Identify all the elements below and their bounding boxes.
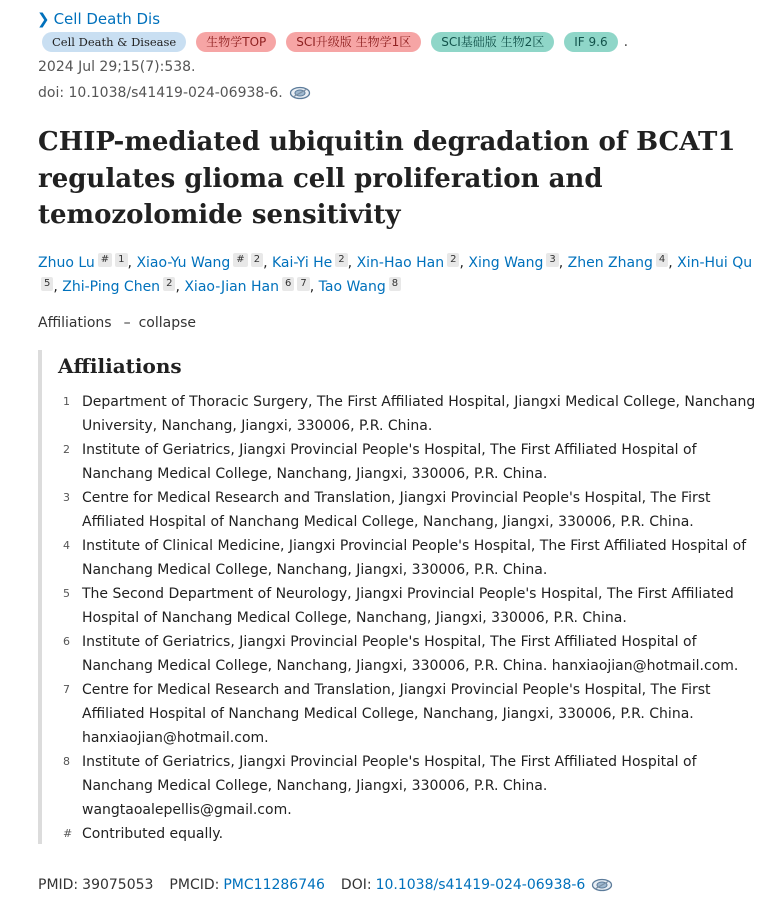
affiliation-item bbox=[58, 822, 758, 846]
affiliation-text: Institute of Clinical Medicine, Jiangxi Provincial People's Hospital, The First Affiliated Hospital of Nanchang Medical College, Nanchang, Jiangxi, 330006, P.R. China. bbox=[82, 538, 747, 578]
author-name[interactable]: Zhen Zhang bbox=[567, 255, 653, 271]
author-sup[interactable]: 1 bbox=[115, 253, 127, 267]
affiliation-number: 4 bbox=[63, 539, 70, 552]
author-10[interactable] bbox=[319, 279, 402, 295]
author-sup[interactable]: # bbox=[98, 253, 112, 267]
journal-badges bbox=[42, 32, 628, 52]
author-name[interactable]: Zhuo Lu bbox=[38, 255, 95, 271]
affiliation-number: 6 bbox=[63, 635, 70, 648]
affiliation-number: 2 bbox=[63, 443, 70, 456]
affiliations-list bbox=[58, 390, 758, 846]
affiliation-text: Contributed equally. bbox=[82, 826, 224, 842]
affiliation-item bbox=[58, 678, 758, 750]
affiliation-item bbox=[58, 750, 758, 822]
affiliations-toggle-action: collapse bbox=[138, 315, 197, 331]
author-sup[interactable]: 6 bbox=[282, 277, 294, 291]
impact-factor-badge[interactable]: IF 9.6 bbox=[564, 32, 617, 52]
affiliation-text: Department of Thoracic Surgery, The First Affiliated Hospital, Jiangxi Medical College, Nanchang University, Nanchang, Jiangxi, 330006, P.R. China. bbox=[82, 394, 756, 434]
author-name[interactable]: Xiao-Jian Han bbox=[184, 279, 279, 295]
affiliation-text: Institute of Geriatrics, Jiangxi Provincial People's Hospital, The First Affiliated Hospital of Nanchang Medical College, Nanchang, Jiangxi, 330006, P.R. China. wangtaoalepellis@gmail.com. bbox=[82, 754, 697, 818]
author-sup[interactable]: # bbox=[233, 253, 247, 267]
author-4[interactable] bbox=[357, 255, 460, 271]
author-name[interactable]: Zhi-Ping Chen bbox=[62, 279, 161, 295]
author-name[interactable]: Xiao-Yu Wang bbox=[136, 255, 231, 271]
author-sup[interactable]: 2 bbox=[335, 253, 347, 267]
affiliation-text: The Second Department of Neurology, Jiangxi Provincial People's Hospital, The First Affiliated Hospital of Nanchang Medical College, Nanchang, Jiangxi, 330006, P.R. China. bbox=[82, 586, 734, 626]
citation-line: 2024 Jul 29;15(7):538. bbox=[38, 59, 196, 75]
author-sup[interactable]: 4 bbox=[656, 253, 668, 267]
affiliation-item bbox=[58, 438, 758, 486]
journal-link-label: Cell Death Dis bbox=[53, 10, 161, 28]
category-badge[interactable]: 生物学TOP bbox=[196, 32, 276, 52]
affiliations-heading: Affiliations bbox=[58, 354, 182, 378]
author-sup[interactable]: 8 bbox=[389, 277, 401, 291]
affiliation-item bbox=[58, 582, 758, 630]
affiliation-item bbox=[58, 534, 758, 582]
author-name[interactable]: Xing Wang bbox=[468, 255, 544, 271]
doi-link[interactable]: 10.1038/s41419-024-06938-6 bbox=[375, 877, 586, 893]
affiliation-number: 8 bbox=[63, 755, 70, 768]
identifiers-bar bbox=[38, 875, 613, 895]
external-link-icon[interactable] bbox=[591, 878, 613, 892]
affiliation-text: Centre for Medical Research and Translation, Jiangxi Provincial People's Hospital, The First Affiliated Hospital of Nanchang Medical College, Nanchang, Jiangxi, 330006, P.R. China. hanxiaojian@hotmail.com. bbox=[82, 682, 711, 746]
affiliation-text: Institute of Geriatrics, Jiangxi Provincial People's Hospital, The First Affiliated Hospital of Nanchang Medical College, Nanchang, Jiangxi, 330006, P.R. China. bbox=[82, 442, 697, 482]
affiliation-item bbox=[58, 390, 758, 438]
pmid-label: PMID: bbox=[38, 877, 79, 893]
affiliation-number: 5 bbox=[63, 587, 70, 600]
author-sup[interactable]: 2 bbox=[251, 253, 263, 267]
author-3[interactable] bbox=[272, 255, 348, 271]
author-sup[interactable]: 7 bbox=[297, 277, 309, 291]
affiliation-text: Institute of Geriatrics, Jiangxi Provincial People's Hospital, The First Affiliated Hospital of Nanchang Medical College, Nanchang, Jiangxi, 330006, P.R. China. hanxiaojian@hotmail.com. bbox=[82, 634, 739, 674]
article-title: CHIP-mediated ubiquitin degradation of BCAT1 regulates glioma cell proliferation and temozolomide sensitivity bbox=[38, 127, 736, 230]
pmid-value: 39075053 bbox=[82, 877, 154, 893]
author-name[interactable]: Tao Wang bbox=[318, 279, 386, 295]
author-5[interactable] bbox=[468, 255, 558, 271]
affiliation-text: Centre for Medical Research and Translation, Jiangxi Provincial People's Hospital, The First Affiliated Hospital of Nanchang Medical College, Nanchang, Jiangxi, 330006, P.R. China. bbox=[82, 490, 711, 530]
chevron-right-icon: ❯ bbox=[37, 10, 50, 28]
author-list: Zhuo Lu # 1 , Xiao-Yu Wang # 2 , Kai-Yi He 2 , Xin-Hao Han 2 , Xing Wang 3 , Zhen Zhang 4 , Xin-Hui Qu5 , Zhi-Ping Chen 2 , Xiao-Jian Han 6 7 , Tao Wang 8 bbox=[38, 254, 753, 295]
journal-link[interactable] bbox=[37, 9, 160, 29]
journal-name-badge[interactable]: Cell Death & Disease bbox=[42, 32, 186, 52]
external-link-icon[interactable] bbox=[289, 86, 311, 100]
author-name[interactable]: Kai-Yi He bbox=[271, 255, 333, 271]
affiliation-item bbox=[58, 630, 758, 678]
affiliation-number: 3 bbox=[63, 491, 70, 504]
affiliation-item bbox=[58, 486, 758, 534]
author-name[interactable]: Xin-Hui Qu bbox=[677, 255, 753, 271]
author-2[interactable] bbox=[136, 255, 263, 271]
sci-upgrade-badge[interactable]: SCI升级版 生物学1区 bbox=[286, 32, 421, 52]
author-sup[interactable]: 2 bbox=[163, 277, 175, 291]
doi-line bbox=[38, 84, 311, 102]
pmcid-link[interactable]: PMC11286746 bbox=[223, 877, 325, 893]
doi-text: doi: 10.1038/s41419-024-06938-6. bbox=[38, 85, 283, 101]
affiliation-number: # bbox=[63, 827, 73, 840]
sci-basic-badge[interactable]: SCI基础版 生物2区 bbox=[431, 32, 554, 52]
author-1[interactable] bbox=[38, 255, 128, 271]
collapse-icon: – bbox=[123, 315, 131, 331]
badge-trailing-dot: . bbox=[623, 34, 629, 50]
affiliation-number: 7 bbox=[63, 683, 70, 696]
author-8[interactable] bbox=[62, 279, 175, 295]
doi-label: DOI: bbox=[340, 877, 372, 893]
author-sup[interactable]: 3 bbox=[546, 253, 558, 267]
author-name[interactable]: Xin-Hao Han bbox=[356, 255, 445, 271]
author-6[interactable] bbox=[568, 255, 669, 271]
author-9[interactable] bbox=[184, 279, 309, 295]
author-sup[interactable]: 5 bbox=[41, 277, 53, 291]
affiliations-toggle[interactable] bbox=[38, 313, 196, 333]
author-sup[interactable]: 2 bbox=[447, 253, 459, 267]
affiliations-toggle-label: Affiliations bbox=[38, 315, 112, 331]
pmcid-label: PMCID: bbox=[169, 877, 220, 893]
affiliation-number: 1 bbox=[63, 395, 70, 408]
